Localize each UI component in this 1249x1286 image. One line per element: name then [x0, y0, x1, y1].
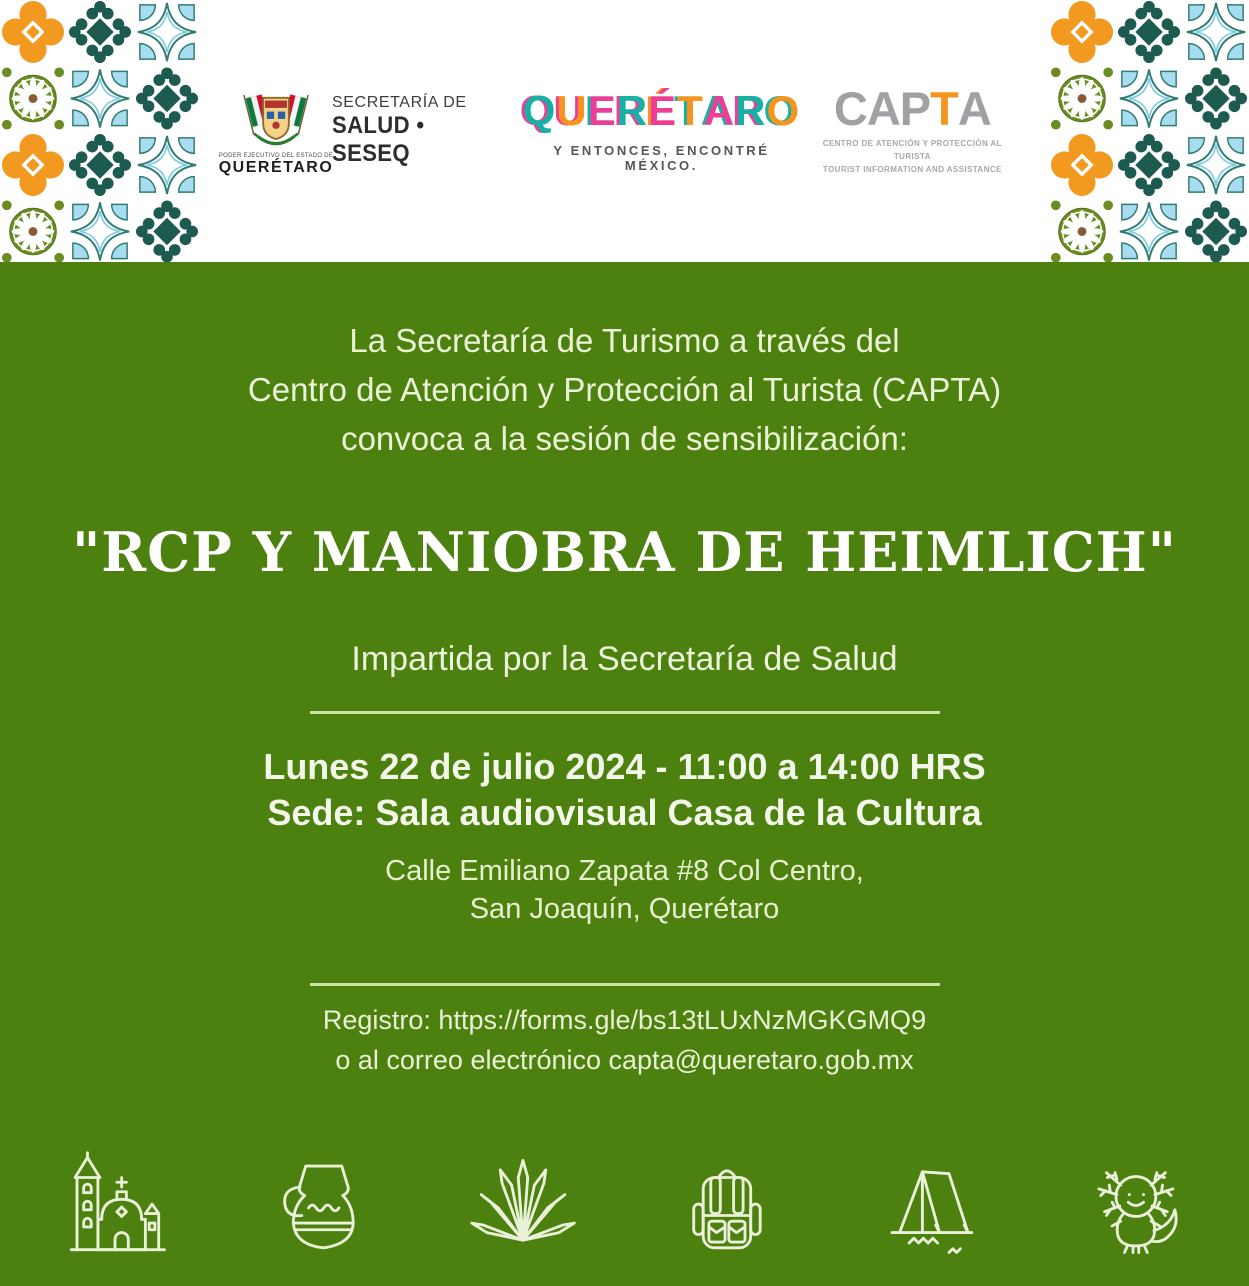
wordmark-letter: R: [616, 86, 649, 134]
wordmark-letter: P: [899, 82, 931, 136]
capta-logo: [806, 82, 1019, 176]
address-line-1: Calle Emiliano Zapata #8 Col Centro,: [385, 855, 864, 887]
salud-logo-text: [332, 94, 517, 168]
registration-block: [0, 1000, 1249, 1080]
wordmark-letter: A: [703, 86, 736, 134]
talavera-pattern-icon: [1049, 0, 1249, 262]
capta-caption-line2: TOURIST INFORMATION AND ASSISTANCE: [822, 164, 1002, 174]
event-date-time: Lunes 22 de julio 2024 - 11:00 a 14:00 HRS: [263, 746, 986, 787]
divider-line-bottom: [310, 983, 940, 986]
capta-wordmark: [806, 82, 1019, 136]
header: [0, 0, 1249, 262]
queretaro-tourism-logo: [517, 86, 805, 173]
salud-seseq-logo: [218, 85, 517, 177]
wordmark-letter: Q: [522, 86, 557, 134]
talavera-tiles-right: [1049, 0, 1249, 262]
capta-caption: [806, 138, 1019, 176]
talavera-tiles-left: [0, 0, 200, 262]
footer-icons-row: [0, 1148, 1249, 1264]
event-title: "RCP Y MANIOBRA DE HEIMLICH": [72, 520, 1177, 584]
registration-url-line: Registro: https://forms.gle/bs13tLUxNzMGKGMQ9: [322, 1005, 927, 1035]
intro-line-1: La Secretaría de Turismo a través del: [349, 322, 900, 359]
wordmark-letter: O: [766, 86, 801, 134]
queretaro-wordmark: [517, 86, 805, 134]
queretaro-tagline: Y ENTONCES, ENCONTRÉ MÉXICO.: [553, 142, 770, 173]
capta-caption-line1: CENTRO DE ATENCIÓN Y PROTECCIÓN AL TURISTA: [822, 139, 1002, 162]
registration-email-line: o al correo electrónico capta@queretaro.gob.mx: [335, 1045, 914, 1075]
clay-jug-icon: [262, 1148, 376, 1264]
intro-line-3: convoca a la sesión de sensibilización:: [341, 420, 908, 457]
event-venue: Sede: Sala audiovisual Casa de la Cultura: [267, 792, 982, 833]
wordmark-letter: R: [735, 86, 767, 134]
wordmark-letter: A: [866, 82, 900, 136]
salud-name-line: SALUD • SESEQ: [332, 112, 425, 167]
church-icon: [58, 1148, 172, 1264]
address-block: [0, 852, 1249, 928]
wordmark-letter: A: [957, 82, 991, 136]
wordmark-letter: U: [556, 86, 588, 134]
wordmark-letter: T: [677, 86, 704, 134]
queretaro-coat-of-arms: [218, 85, 334, 177]
coat-of-arms-icon: [239, 85, 313, 151]
intro-paragraph: [0, 316, 1249, 463]
schedule-block: [0, 744, 1249, 836]
coat-caption-small: PODER EJECUTIVO DEL ESTADO DE: [218, 153, 334, 159]
salud-dept-line: SECRETARÍA DE: [332, 94, 467, 111]
coat-caption-big: QUERÉTARO: [218, 159, 334, 176]
flyer-body: [0, 262, 1249, 1286]
backpack-icon: [669, 1148, 783, 1264]
talavera-pattern-icon: [0, 0, 200, 262]
event-subtitle: Impartida por la Secretaría de Salud: [351, 640, 898, 678]
wordmark-letter: T: [930, 82, 958, 136]
wordmark-letter: E: [587, 86, 617, 134]
axolotl-icon: [1077, 1148, 1191, 1264]
tent-icon: [873, 1148, 987, 1264]
wordmark-letter: C: [833, 82, 867, 136]
wordmark-letter: É: [648, 86, 678, 134]
address-line-2: San Joaquín, Querétaro: [469, 893, 780, 925]
logo-strip: [200, 0, 1049, 262]
agave-icon: [466, 1148, 580, 1264]
divider-line-top: [310, 711, 940, 714]
intro-line-2: Centro de Atención y Protección al Turista (CAPTA): [247, 371, 1002, 408]
